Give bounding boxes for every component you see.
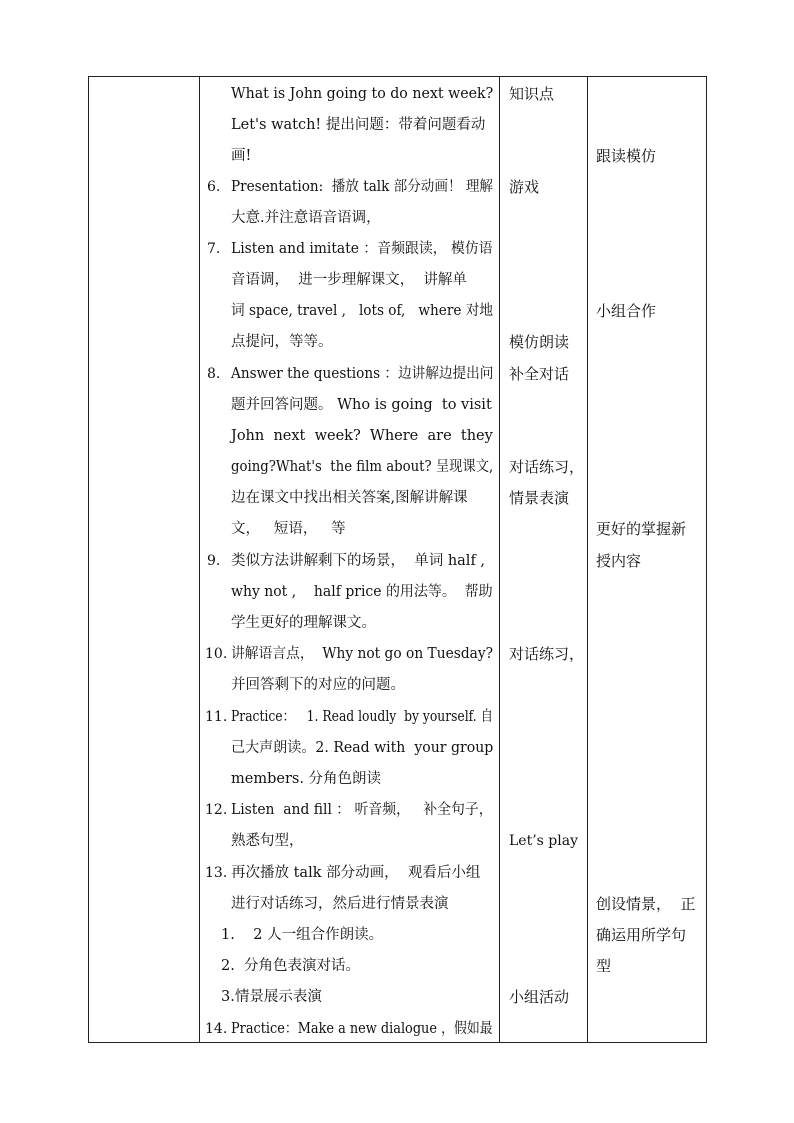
- step-text-line: 3.情景展示表演: [221, 989, 322, 1005]
- column-divider: [587, 77, 588, 1042]
- step-text-line: Answer the questions ：边讲解边提出问: [231, 366, 494, 382]
- step-text-line: 类似方法讲解剩下的场景， 单词 half ,: [231, 553, 486, 569]
- step-number: 7.: [207, 241, 221, 257]
- activity-label: 模仿朗读: [509, 333, 570, 351]
- step-number: 10.: [205, 646, 228, 662]
- step-text-line: 讲解语言点， Why not go on Tuesday?: [231, 646, 493, 662]
- step-text-line: 边在课文中找出相关答案,图解讲解课: [231, 490, 468, 506]
- step-text-line: 学生更好的理解课文。: [231, 615, 376, 631]
- step-text-line: Listen and imitate ：音频跟读， 模仿语: [231, 241, 493, 257]
- step-text-line: 己大声朗读。2. Read with your group: [231, 740, 494, 756]
- step-text-line: going?What's the film about? 呈现课文,: [231, 459, 494, 475]
- step-text-line: What is John going to do next week?: [231, 86, 494, 102]
- activity-label: 对话练习，: [509, 645, 585, 663]
- step-text-line: 1. 2 人一组合作朗读。: [221, 927, 384, 943]
- activity-label: 补全对话: [509, 365, 570, 383]
- column-divider: [199, 77, 200, 1042]
- purpose-label: 创设情景， 正: [596, 895, 696, 913]
- step-text-line: 进行对话练习，然后进行情景表演: [231, 896, 449, 912]
- step-text-line: 再次播放 talk 部分动画， 观看后小组: [231, 865, 481, 881]
- step-text-line: 并回答剩下的对应的问题。: [231, 677, 405, 693]
- step-number: 14.: [205, 1021, 228, 1037]
- activity-label: 知识点: [509, 85, 555, 103]
- step-text-line: Practice：Make a new dialogue ，假如最: [231, 1021, 493, 1037]
- activity-label: Let’s play: [509, 833, 578, 849]
- purpose-label: 跟读模仿: [596, 147, 657, 165]
- step-number: 12.: [205, 802, 228, 818]
- step-text-line: 词 space, travel , lots of, where 对地: [231, 303, 493, 319]
- purpose-label: 确运用所学句: [596, 926, 687, 944]
- activity-label: 对话练习，: [509, 458, 585, 476]
- step-text-line: 题并回答问题。 Who is going to visit: [231, 397, 492, 413]
- column-divider: [499, 77, 500, 1042]
- step-number: 9.: [207, 553, 221, 569]
- step-text-line: Practice： 1. Read loudly by yourself. 自: [231, 709, 493, 725]
- step-number: 13.: [205, 865, 228, 881]
- purpose-label: 型: [596, 957, 612, 975]
- step-text-line: members. 分角色朗读: [231, 771, 382, 787]
- step-number: 6.: [207, 179, 221, 195]
- step-text-line: 2. 分角色表演对话。: [221, 958, 361, 974]
- step-text-line: 大意.并注意语音语调，: [231, 210, 381, 226]
- step-text-line: 点提问，等等。: [231, 334, 333, 350]
- step-number: 8.: [207, 366, 221, 382]
- activity-label: 小组活动: [509, 988, 570, 1006]
- step-text-line: 熟悉句型，: [231, 833, 304, 849]
- purpose-label: 小组合作: [596, 302, 657, 320]
- step-text-line: 画!: [231, 148, 252, 164]
- purpose-label: 授内容: [596, 552, 642, 570]
- step-number: 11.: [205, 709, 228, 725]
- step-text-line: Let's watch! 提出问题：带着问题看动: [231, 117, 486, 133]
- step-text-line: 文， 短语， 等: [231, 521, 346, 537]
- step-text-line: why not , half price 的用法等。 帮助: [231, 584, 493, 600]
- step-text-line: John next week? Where are they: [231, 428, 493, 444]
- activity-label: 游戏: [509, 178, 540, 196]
- lesson-plan-table: [88, 76, 707, 1043]
- step-text-line: Presentation: 播放 talk 部分动画！ 理解: [231, 179, 493, 195]
- activity-label: 情景表演: [509, 489, 570, 507]
- step-text-line: Listen and fill ： 听音频， 补全句子，: [231, 802, 493, 818]
- step-text-line: 音语调， 进一步理解课文， 讲解单: [231, 272, 467, 288]
- purpose-label: 更好的掌握新: [596, 520, 687, 538]
